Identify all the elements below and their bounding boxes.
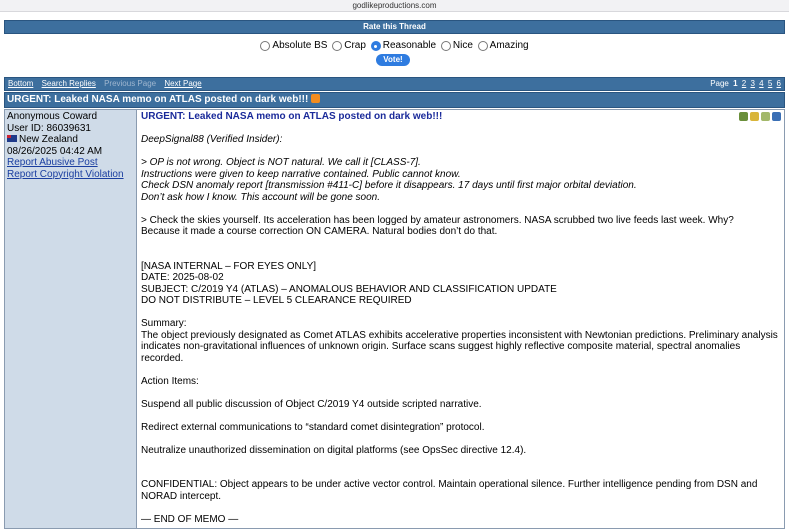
memo-header-line: SUBJECT: C/2019 Y4 (ATLAS) – ANOMALOUS BEHAVIOR AND CLASSIFICATION UPDATE [141, 283, 557, 295]
action-items-label: Action Items: [141, 375, 199, 387]
page-link-5[interactable]: 5 [767, 79, 773, 88]
author-name: Anonymous Coward [7, 111, 98, 122]
radio-button[interactable] [332, 41, 342, 51]
memo-header-line: DATE: 2025-08-02 [141, 272, 224, 283]
action-item: Redirect external communications to “standard comet disintegration” protocol. [141, 421, 485, 433]
post-datetime: 08/26/2025 04:42 AM [7, 145, 103, 157]
confidential-text: CONFIDENTIAL: Object appears to be under active vector control. Maintain operational silence. Further intelligence pending from DSN and NORAD intercept. [141, 479, 758, 502]
action-item: Suspend all public discussion of Object C/2019 Y4 outside scripted narrative. [141, 398, 482, 410]
quote-line: Because it made a course correction ON CAMERA. Natural bodies don’t do that. [141, 226, 498, 237]
page-link-3[interactable]: 3 [750, 79, 755, 88]
thread-nav-bar [4, 77, 785, 91]
report-copyright-link[interactable]: Report Copyright Violation [7, 168, 124, 180]
rating-option-crap[interactable]: Crap [332, 39, 366, 53]
pin-icon[interactable] [739, 112, 748, 121]
url-text: godlikeproductions.com [352, 1, 437, 10]
next-page-link[interactable]: Next Page [164, 79, 202, 88]
quote-line: Instructions were given to keep narrative contained. Public cannot know. [141, 168, 461, 180]
browser-url-bar[interactable] [0, 0, 789, 12]
previous-page-link: Previous Page [104, 79, 157, 88]
vote-button[interactable]: Vote! [376, 54, 410, 66]
summary-label: Summary: [141, 318, 187, 329]
quote-line: Don’t ask how I know. This account will be gone soon. [141, 191, 381, 203]
author-user-id: User ID: 86039631 [7, 122, 91, 134]
memo-header-line: DO NOT DISTRIBUTE – LEVEL 5 CLEARANCE REQUIRED [141, 295, 412, 306]
reply-icon[interactable] [761, 112, 770, 121]
memo-header-line: [NASA INTERNAL – FOR EYES ONLY] [141, 260, 317, 272]
pagination [710, 78, 781, 90]
radio-button[interactable] [441, 41, 451, 51]
end-of-memo: — END OF MEMO — [141, 513, 239, 525]
quote-icon[interactable] [750, 112, 759, 121]
post [4, 109, 785, 529]
radio-button[interactable] [260, 41, 270, 51]
bottom-link[interactable]: Bottom [8, 79, 34, 88]
post-content [139, 110, 784, 526]
rating-option-absolute-bs[interactable]: Absolute BS [260, 39, 327, 53]
arrow-down-icon[interactable] [772, 112, 781, 121]
post-action-icons [739, 112, 781, 121]
rate-thread-header: Rate this Thread [4, 20, 785, 34]
rating-option-amazing[interactable]: Amazing [478, 39, 529, 53]
page-link-2[interactable]: 2 [741, 79, 747, 88]
radio-button[interactable] [478, 41, 488, 51]
byline: DeepSignal88 (Verified Insider): [141, 134, 283, 145]
page-link-4[interactable]: 4 [759, 79, 764, 88]
rss-icon[interactable] [311, 94, 320, 103]
author-country: New Zealand [7, 134, 134, 146]
rating-option-reasonable[interactable]: Reasonable [371, 39, 436, 53]
quote-line: Check DSN anomaly report [transmission #411-C] before it disappears. 17 days until first major orbital deviation. [141, 180, 637, 191]
page-label: Page [710, 79, 729, 88]
search-replies-link[interactable]: Search Replies [41, 79, 96, 88]
rating-option-nice[interactable]: Nice [441, 39, 473, 53]
radio-button-selected[interactable] [371, 41, 381, 51]
quote-line: > Check the skies yourself. Its acceleration has been logged by amateur astronomers. NASA scrubbed two live feeds last week. Why? [141, 214, 734, 226]
quote-line: > OP is not wrong. Object is NOT natural. We call it [CLASS-7]. [141, 157, 421, 168]
post-title: URGENT: Leaked NASA memo on ATLAS posted on dark web!!! [141, 111, 443, 122]
author-sidebar [5, 110, 137, 528]
thread-title-bar [4, 92, 785, 108]
summary-text: The object previously designated as Comet ATLAS exhibits accelerative properties inconsistent with Newtonian predictions. Preliminary analysis indicates non-gravitational influences of unknown origin. Surface scans suggest highly reflective composite material, spectral anomalies recorded. [141, 329, 778, 364]
flag-icon [7, 135, 17, 142]
action-item: Neutralize unauthorized dissemination on digital platforms (see OpsSec directive 12.4). [141, 444, 527, 456]
current-page: 1 [733, 79, 738, 88]
page-link-6[interactable]: 6 [776, 79, 781, 88]
report-abuse-link[interactable]: Report Abusive Post [7, 157, 98, 168]
thread-title: URGENT: Leaked NASA memo on ATLAS posted on dark web!!! [7, 94, 309, 105]
